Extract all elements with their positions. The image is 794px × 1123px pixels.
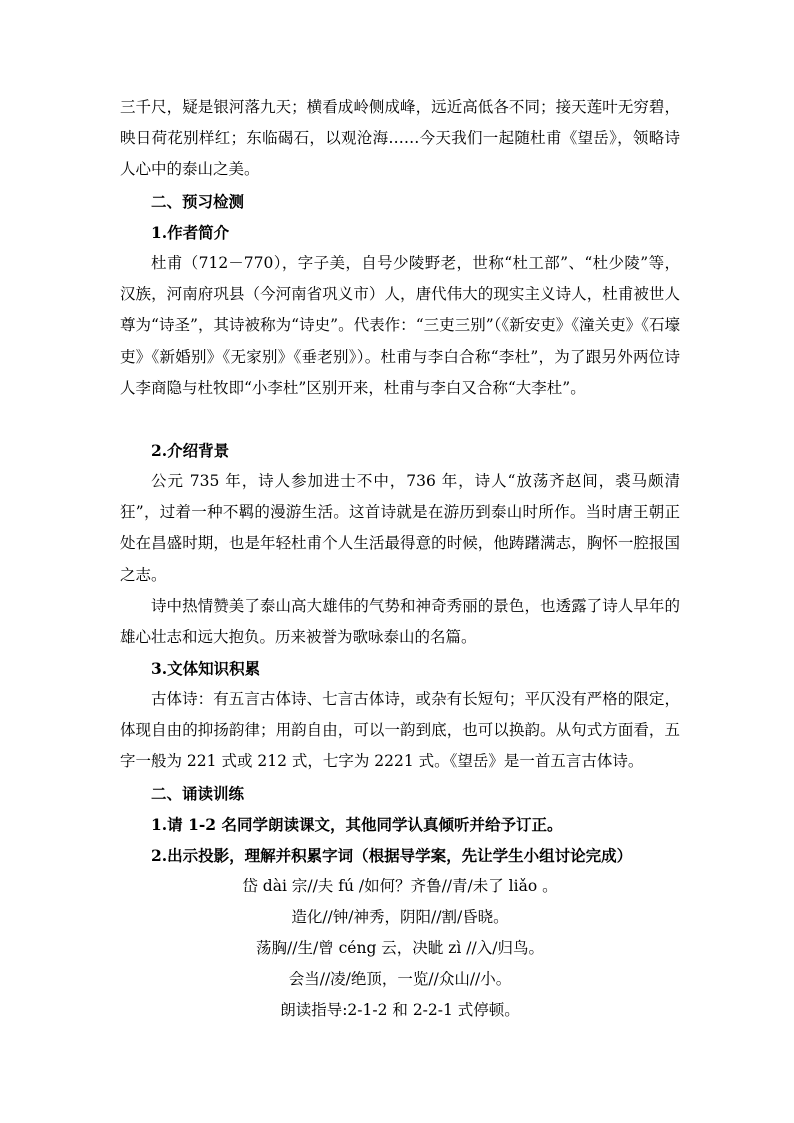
- poem-line-2: 造化//钟/神秀，阴阳//割/昏晓。: [291, 908, 509, 926]
- subheading-background: 2.介绍背景: [151, 441, 230, 460]
- subheading-genre: 3.文体知识积累: [151, 659, 261, 678]
- background-paragraph-2: 诗中热情赞美了泰山高大雄伟的气势和神奇秀丽的景色，也透露了诗人早年的雄心壮志和远大抱负。历来被誉为歌咏泰山的名篇。: [120, 597, 680, 647]
- author-paragraph: 杜甫（712－770），字子美，自号少陵野老，世称“杜工部”、“杜少陵”等，汉族，河南府巩县（今河南省巩义市）人，唐代伟大的现实主义诗人，杜甫被世人尊为“诗圣”，其诗被称为“诗史”。代表作：“三吏三别”（《新安吏》《潼关吏》《石壕吏》《新婚别》《无家别》《垂老别》）。杜甫与李白合称“李杜”，为了跟另外两位诗人李商隐与杜牧即“小李杜”区别开来，杜甫与李白又合称“大李杜”。: [120, 254, 680, 397]
- genre-paragraph: 古体诗：有五言古体诗、七言古体诗，或杂有长短句；平仄没有严格的限定，体现自由的抑扬韵律；用韵自由，可以一韵到底，也可以换韵。从句式方面看，五字一般为 221 式或 212 式，七字为 2221 式。《望岳》是一首五言古体诗。: [120, 690, 680, 771]
- task-2: 2.出示投影，理解并积累字词（根据导学案，先让学生小组讨论完成）: [151, 846, 633, 865]
- intro-paragraph: 三千尺，疑是银河落九天；横看成岭侧成峰，远近高低各不同；接天莲叶无穷碧，映日荷花别样红；东临碣石，以观沧海……今天我们一起随杜甫《望岳》，领略诗人心中的泰山之美。: [120, 98, 680, 179]
- poem-line-4: 会当//凌/绝顶，一览//众山//小。: [288, 970, 512, 988]
- poem-line-3: 荡胸//生/曾 céng 云，决眦 zì //入/归鸟。: [256, 939, 544, 957]
- subheading-author: 1.作者简介: [151, 223, 230, 242]
- section-heading-preview: 二、预习检测: [151, 192, 245, 211]
- poem-line-1: 岱 dài 宗//夫 fú /如何？齐鲁//青/未了 liǎo 。: [242, 877, 558, 895]
- background-paragraph-1: 公元 735 年，诗人参加进士不中，736 年，诗人“放荡齐赵间，裘马颇清狂”，过着一种不羁的漫游生活。这首诗就是在游历到泰山时所作。当时唐王朝正处在昌盛时期，也是年轻杜甫个人生活最得意的时候，他踌躇满志，胸怀一腔报国之志。: [120, 472, 680, 584]
- task-1: 1.请 1-2 名同学朗读课文，其他同学认真倾听并给予订正。: [151, 815, 563, 834]
- section-heading-recitation: 二、诵读训练: [151, 784, 245, 803]
- reading-guide: 朗读指导:2-1-2 和 2-2-1 式停顿。: [280, 1001, 520, 1019]
